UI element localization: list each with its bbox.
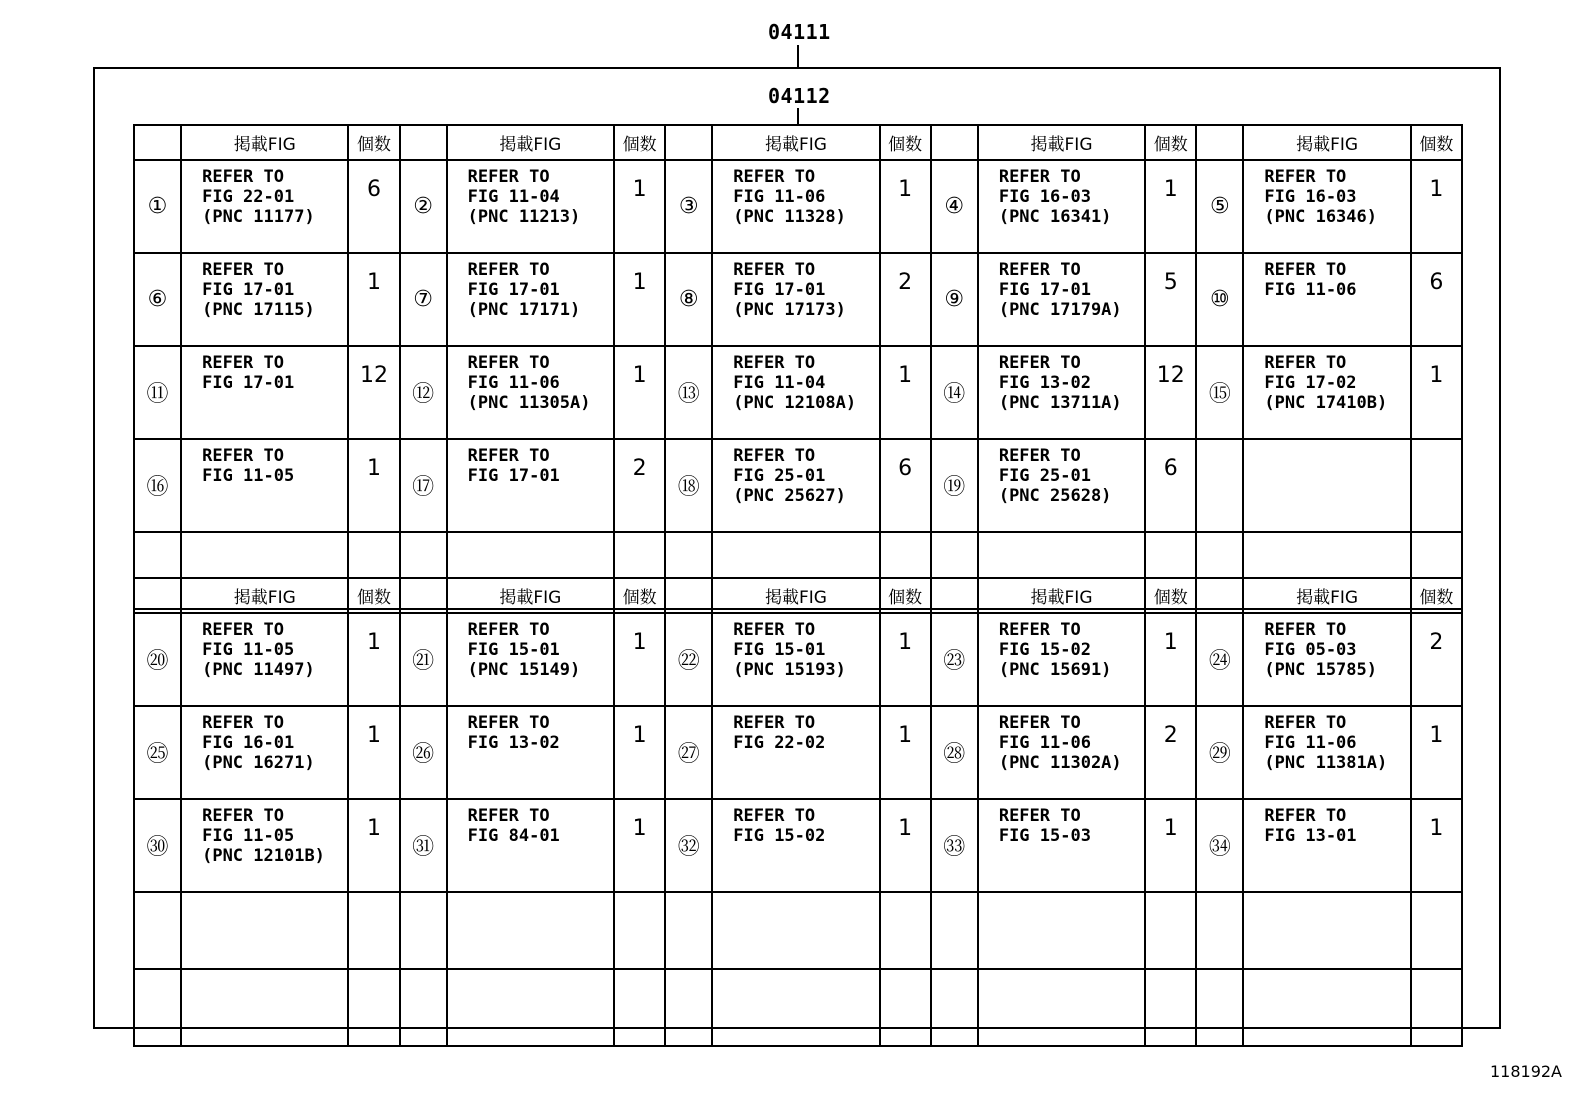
empty-cell [1243, 969, 1410, 1046]
reference-text [1243, 706, 1410, 799]
item-number: ⑫ [400, 346, 447, 439]
reference-line: REFER TO [733, 806, 816, 826]
reference-text [978, 160, 1145, 253]
reference-line: (PNC 17171) [467, 300, 581, 320]
empty-cell [1196, 969, 1243, 1046]
quantity: 5 [1145, 253, 1196, 346]
reference-line: REFER TO [733, 260, 816, 280]
reference-line: FIG 11-05 [202, 640, 295, 660]
quantity: 1 [880, 346, 931, 439]
header-qty-label: 個数 [348, 578, 399, 613]
reference-line: FIG 15-01 [733, 640, 826, 660]
empty-cell [134, 892, 181, 969]
quantity: 2 [880, 253, 931, 346]
reference-line: REFER TO [467, 713, 550, 733]
reference-text [181, 346, 348, 439]
quantity: 1 [614, 160, 665, 253]
reference-line: FIG 15-03 [998, 826, 1091, 846]
item-number: ⑦ [400, 253, 447, 346]
reference-line: (PNC 12108A) [733, 393, 857, 413]
item-number: ⑪ [134, 346, 181, 439]
reference-line: REFER TO [998, 620, 1081, 640]
reference-line: REFER TO [733, 353, 816, 373]
item-number: ㉔ [1196, 613, 1243, 706]
reference-line: FIG 11-06 [1264, 280, 1357, 300]
reference-line: FIG 13-02 [998, 373, 1091, 393]
reference-line: FIG 11-05 [202, 826, 295, 846]
reference-line: REFER TO [733, 167, 816, 187]
reference-line: REFER TO [202, 353, 284, 373]
reference-text [712, 253, 879, 346]
quantity: 6 [1411, 253, 1462, 346]
item-number: ㉕ [134, 706, 181, 799]
reference-line: (PNC 13711A) [998, 393, 1122, 413]
header-fig-label: 掲載FIG [978, 578, 1145, 613]
reference-text [712, 613, 879, 706]
reference-line: (PNC 16271) [202, 753, 315, 773]
empty-cell [400, 892, 447, 969]
reference-line: REFER TO [202, 167, 284, 187]
empty-cell [134, 969, 181, 1046]
item-number [1196, 439, 1243, 532]
quantity: 1 [880, 799, 931, 892]
table-row [134, 253, 1462, 346]
item-number: ⑧ [665, 253, 712, 346]
table-row [134, 613, 1462, 706]
reference-line: (PNC 11213) [467, 207, 581, 227]
top-part-code: 04111 [768, 20, 831, 44]
quantity: 2 [614, 439, 665, 532]
empty-cell [880, 969, 931, 1046]
item-number: ⑲ [931, 439, 978, 532]
figure-id: 118192A [1489, 1062, 1562, 1081]
reference-line: FIG 15-01 [467, 640, 560, 660]
reference-line: FIG 17-02 [1264, 373, 1357, 393]
empty-cell [1145, 892, 1196, 969]
reference-text [447, 799, 614, 892]
reference-text [181, 799, 348, 892]
reference-text [181, 160, 348, 253]
quantity: 1 [348, 439, 399, 532]
reference-line: REFER TO [998, 806, 1081, 826]
quantity: 1 [880, 706, 931, 799]
reference-text [1243, 799, 1410, 892]
empty-cell [400, 969, 447, 1046]
reference-line: (PNC 11497) [202, 660, 315, 680]
item-number: ⑤ [1196, 160, 1243, 253]
reference-line: REFER TO [1264, 620, 1347, 640]
top-leader-line [797, 45, 799, 67]
reference-text [181, 706, 348, 799]
reference-line: REFER TO [733, 713, 816, 733]
empty-cell [348, 892, 399, 969]
reference-text [1243, 253, 1410, 346]
header-fig-label: 掲載FIG [447, 578, 614, 613]
empty-cell [931, 969, 978, 1046]
reference-text [978, 799, 1145, 892]
reference-line: FIG 15-02 [733, 826, 826, 846]
table-header-row [134, 578, 1462, 613]
reference-text [978, 706, 1145, 799]
quantity: 1 [614, 799, 665, 892]
quantity: 1 [1411, 160, 1462, 253]
reference-text [181, 253, 348, 346]
reference-line: REFER TO [202, 806, 284, 826]
empty-cell [447, 969, 614, 1046]
reference-line: (PNC 17179A) [998, 300, 1122, 320]
header-blank-cell [665, 125, 712, 160]
reference-line: (PNC 15149) [467, 660, 581, 680]
reference-line: FIG 16-01 [202, 733, 295, 753]
reference-line: (PNC 15193) [733, 660, 846, 680]
reference-line: FIG 17-01 [202, 373, 295, 393]
reference-line: (PNC 11305A) [467, 393, 591, 413]
header-blank-cell [931, 578, 978, 613]
item-number: ㉙ [1196, 706, 1243, 799]
parts-table-1 [133, 124, 1463, 610]
reference-line: (PNC 25628) [998, 486, 1112, 506]
quantity: 1 [1145, 613, 1196, 706]
item-number: ⑬ [665, 346, 712, 439]
reference-line: (PNC 17115) [202, 300, 315, 320]
header-fig-label: 掲載FIG [712, 578, 879, 613]
reference-text [447, 160, 614, 253]
empty-cell [978, 892, 1145, 969]
table-row [134, 706, 1462, 799]
table-row [134, 799, 1462, 892]
reference-line: REFER TO [1264, 806, 1347, 826]
item-number: ⑳ [134, 613, 181, 706]
reference-line: (PNC 11381A) [1264, 753, 1388, 773]
header-qty-label: 個数 [1145, 578, 1196, 613]
reference-line: REFER TO [202, 620, 284, 640]
parts-table-2 [133, 577, 1463, 1047]
reference-line: (PNC 15691) [998, 660, 1112, 680]
item-number: ⑥ [134, 253, 181, 346]
reference-line: REFER TO [202, 260, 284, 280]
empty-cell [1243, 892, 1410, 969]
empty-cell [880, 892, 931, 969]
quantity [1411, 439, 1462, 532]
header-fig-label: 掲載FIG [1243, 125, 1410, 160]
reference-line: FIG 17-01 [467, 280, 560, 300]
reference-text [712, 706, 879, 799]
quantity: 6 [880, 439, 931, 532]
quantity: 1 [880, 160, 931, 253]
header-fig-label: 掲載FIG [978, 125, 1145, 160]
item-number: ㉒ [665, 613, 712, 706]
header-fig-label: 掲載FIG [1243, 578, 1410, 613]
table-row [134, 439, 1462, 532]
reference-line: (PNC 15785) [1264, 660, 1377, 680]
empty-cell [978, 969, 1145, 1046]
reference-text [181, 439, 348, 532]
reference-line: REFER TO [202, 446, 284, 466]
item-number: ⑭ [931, 346, 978, 439]
inner-part-code: 04112 [768, 84, 831, 108]
reference-line: FIG 17-01 [202, 280, 295, 300]
reference-line: REFER TO [733, 620, 816, 640]
item-number: ② [400, 160, 447, 253]
reference-line: REFER TO [467, 806, 550, 826]
reference-text [1243, 613, 1410, 706]
reference-line: (PNC 25627) [733, 486, 846, 506]
header-blank-cell [134, 578, 181, 613]
header-qty-label: 個数 [348, 125, 399, 160]
reference-line: REFER TO [1264, 713, 1347, 733]
header-qty-label: 個数 [614, 125, 665, 160]
reference-text [978, 253, 1145, 346]
item-number: ⑯ [134, 439, 181, 532]
reference-line: FIG 22-02 [733, 733, 826, 753]
reference-line: REFER TO [467, 446, 550, 466]
empty-cell [181, 892, 348, 969]
quantity: 1 [880, 613, 931, 706]
header-qty-label: 個数 [614, 578, 665, 613]
reference-text [712, 346, 879, 439]
empty-cell [931, 892, 978, 969]
reference-line: REFER TO [998, 713, 1081, 733]
reference-line: REFER TO [1264, 167, 1347, 187]
empty-cell [1196, 892, 1243, 969]
reference-text [978, 346, 1145, 439]
header-blank-cell [400, 578, 447, 613]
header-qty-label: 個数 [880, 578, 931, 613]
header-qty-label: 個数 [1411, 578, 1462, 613]
reference-line: FIG 22-01 [202, 187, 295, 207]
reference-line: FIG 17-01 [467, 466, 560, 486]
quantity: 2 [1145, 706, 1196, 799]
reference-line: FIG 05-03 [1264, 640, 1357, 660]
reference-line: (PNC 16341) [998, 207, 1112, 227]
reference-line: (PNC 11177) [202, 207, 315, 227]
item-number: ㉑ [400, 613, 447, 706]
reference-line: FIG 17-01 [998, 280, 1091, 300]
item-number: ㉚ [134, 799, 181, 892]
reference-line: REFER TO [733, 446, 816, 466]
quantity: 1 [614, 706, 665, 799]
reference-line: REFER TO [998, 260, 1081, 280]
empty-cell [1411, 892, 1462, 969]
reference-line: REFER TO [202, 713, 284, 733]
quantity: 1 [348, 253, 399, 346]
item-number: ⑱ [665, 439, 712, 532]
reference-line: REFER TO [467, 620, 550, 640]
reference-line: FIG 13-01 [1264, 826, 1357, 846]
table-header-row [134, 125, 1462, 160]
reference-line: FIG 84-01 [467, 826, 560, 846]
item-number: ㉖ [400, 706, 447, 799]
quantity: 1 [614, 253, 665, 346]
reference-line: FIG 11-04 [467, 187, 560, 207]
reference-line: REFER TO [467, 260, 550, 280]
quantity: 1 [348, 613, 399, 706]
header-blank-cell [134, 125, 181, 160]
item-number: ④ [931, 160, 978, 253]
reference-text [712, 439, 879, 532]
reference-line: (PNC 17173) [733, 300, 846, 320]
reference-text [447, 346, 614, 439]
quantity: 1 [348, 706, 399, 799]
quantity: 1 [1411, 706, 1462, 799]
quantity: 6 [1145, 439, 1196, 532]
quantity: 1 [614, 613, 665, 706]
reference-text [712, 799, 879, 892]
quantity: 2 [1411, 613, 1462, 706]
reference-line: REFER TO [998, 446, 1081, 466]
header-qty-label: 個数 [1411, 125, 1462, 160]
quantity: 1 [1145, 160, 1196, 253]
reference-line: FIG 11-04 [733, 373, 826, 393]
reference-line: FIG 13-02 [467, 733, 560, 753]
item-number: ㉘ [931, 706, 978, 799]
reference-text [447, 706, 614, 799]
reference-line: FIG 11-06 [1264, 733, 1357, 753]
reference-line: REFER TO [998, 167, 1081, 187]
empty-cell [712, 892, 879, 969]
empty-cell [1145, 969, 1196, 1046]
item-number: ㉞ [1196, 799, 1243, 892]
table-row [134, 160, 1462, 253]
reference-line: REFER TO [467, 353, 550, 373]
header-blank-cell [1196, 125, 1243, 160]
quantity: 1 [348, 799, 399, 892]
reference-line: (PNC 16346) [1264, 207, 1377, 227]
empty-cell [614, 969, 665, 1046]
reference-line: REFER TO [998, 353, 1081, 373]
reference-line: FIG 11-06 [467, 373, 560, 393]
empty-cell [665, 892, 712, 969]
quantity: 12 [1145, 346, 1196, 439]
reference-text [1243, 439, 1410, 532]
reference-line: FIG 11-05 [202, 466, 295, 486]
header-fig-label: 掲載FIG [181, 125, 348, 160]
reference-text [447, 613, 614, 706]
header-blank-cell [400, 125, 447, 160]
empty-row [134, 892, 1462, 969]
quantity: 1 [1145, 799, 1196, 892]
empty-cell [181, 969, 348, 1046]
reference-line: FIG 11-06 [998, 733, 1091, 753]
reference-text [181, 613, 348, 706]
reference-text [1243, 346, 1410, 439]
item-number: ㉗ [665, 706, 712, 799]
reference-text [447, 439, 614, 532]
reference-line: (PNC 12101B) [202, 846, 325, 866]
reference-line: FIG 16-03 [998, 187, 1091, 207]
item-number: ⑮ [1196, 346, 1243, 439]
item-number: ㉝ [931, 799, 978, 892]
reference-line: FIG 17-01 [733, 280, 826, 300]
reference-line: REFER TO [1264, 353, 1347, 373]
reference-line: (PNC 11302A) [998, 753, 1122, 773]
header-fig-label: 掲載FIG [181, 578, 348, 613]
reference-line: FIG 16-03 [1264, 187, 1357, 207]
quantity: 1 [1411, 346, 1462, 439]
reference-text [978, 613, 1145, 706]
empty-cell [447, 892, 614, 969]
header-blank-cell [931, 125, 978, 160]
reference-line: (PNC 11328) [733, 207, 846, 227]
reference-line: (PNC 17410B) [1264, 393, 1388, 413]
item-number: ⑰ [400, 439, 447, 532]
quantity: 1 [1411, 799, 1462, 892]
reference-text [712, 160, 879, 253]
empty-cell [1411, 969, 1462, 1046]
quantity: 6 [348, 160, 399, 253]
item-number: ① [134, 160, 181, 253]
reference-line: FIG 15-02 [998, 640, 1091, 660]
table-row [134, 346, 1462, 439]
quantity: 12 [348, 346, 399, 439]
reference-text [1243, 160, 1410, 253]
header-fig-label: 掲載FIG [447, 125, 614, 160]
empty-row [134, 969, 1462, 1046]
inner-leader-line [797, 108, 799, 125]
reference-line: FIG 11-06 [733, 187, 826, 207]
reference-line: FIG 25-01 [733, 466, 826, 486]
empty-cell [348, 969, 399, 1046]
header-blank-cell [665, 578, 712, 613]
header-blank-cell [1196, 578, 1243, 613]
item-number: ㉜ [665, 799, 712, 892]
reference-line: REFER TO [1264, 260, 1347, 280]
header-qty-label: 個数 [1145, 125, 1196, 160]
item-number: ⑨ [931, 253, 978, 346]
header-fig-label: 掲載FIG [712, 125, 879, 160]
item-number: ③ [665, 160, 712, 253]
item-number: ㉓ [931, 613, 978, 706]
reference-text [978, 439, 1145, 532]
reference-text [447, 253, 614, 346]
header-qty-label: 個数 [880, 125, 931, 160]
empty-cell [665, 969, 712, 1046]
reference-line: REFER TO [467, 167, 550, 187]
item-number: ⑩ [1196, 253, 1243, 346]
quantity: 1 [614, 346, 665, 439]
reference-line: FIG 25-01 [998, 466, 1091, 486]
item-number: ㉛ [400, 799, 447, 892]
empty-cell [712, 969, 879, 1046]
empty-cell [614, 892, 665, 969]
